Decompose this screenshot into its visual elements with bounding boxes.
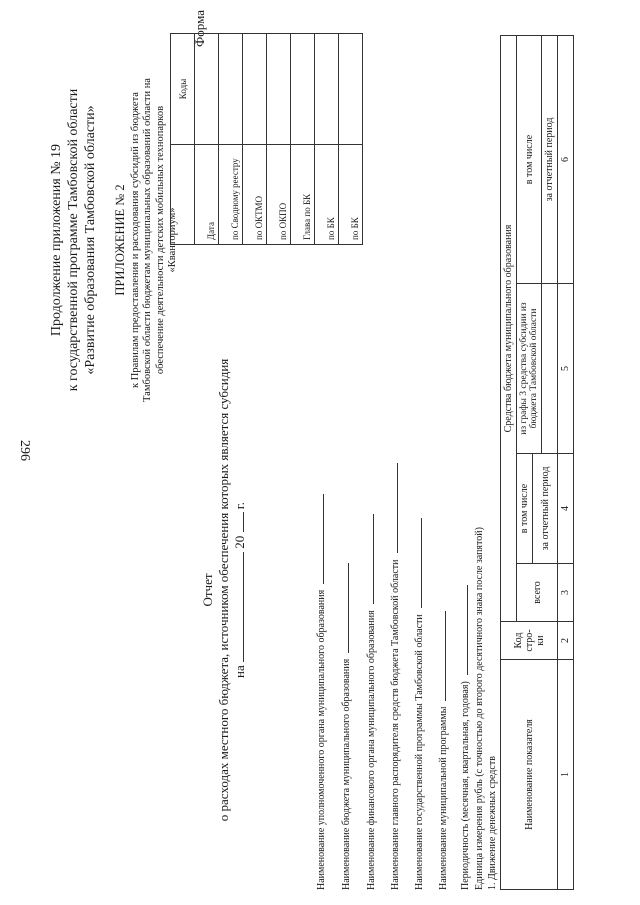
col-number: 1 <box>558 660 574 890</box>
codes-row-label: по ОКТМО <box>243 145 267 245</box>
col-number: 5 <box>558 284 574 454</box>
col-group: Средства бюджета муниципального образования <box>501 36 517 622</box>
appendix-title: ПРИЛОЖЕНИЕ № 2 <box>113 184 127 296</box>
field-label: Наименование муниципальной программы <box>438 706 449 890</box>
header-line: к государственной программе Тамбовской области <box>66 88 81 392</box>
rotated-form-sheet <box>20 10 620 890</box>
field-blank <box>373 514 374 604</box>
field-line <box>474 527 485 890</box>
title-date-line <box>232 290 248 890</box>
col-from3: из графы 3 средства субсидии из бюджета Тамбовской области <box>517 284 542 454</box>
codes-row-label: по БК <box>315 145 339 245</box>
col-period: за отчетный период <box>533 454 558 564</box>
codes-value <box>267 34 291 145</box>
codes-cell-empty <box>171 145 195 245</box>
codes-header: Коды <box>171 34 195 145</box>
appendix-line: Тамбовской области бюджетам муниципальных образований области на <box>142 78 153 402</box>
field-blank <box>323 494 324 584</box>
col-incl: в том числе <box>517 454 533 564</box>
field-line <box>438 611 449 890</box>
col-number: 3 <box>558 564 574 622</box>
appendix-line: «Кванториум» <box>167 207 178 273</box>
codes-table <box>170 33 363 245</box>
field-label: Наименование государственной программы Тамбовской области <box>414 614 425 890</box>
codes-value <box>291 34 315 145</box>
codes-row-label: по ОКПО <box>267 145 291 245</box>
col-total: всего <box>517 564 558 622</box>
form-label: Форма <box>192 10 207 47</box>
title-year-blank <box>243 512 244 532</box>
field-label: Наименование главного распорядителя средств бюджета Тамбовской области <box>390 559 401 890</box>
codes-value <box>219 34 243 145</box>
col-incl2: в том числе <box>517 36 542 284</box>
header-block <box>48 10 99 470</box>
cash-flow-table <box>500 35 574 890</box>
codes-row-label: по Сводному реестру <box>219 145 243 245</box>
field-line <box>316 494 327 890</box>
header-line: «Развитие образования Тамбовской области» <box>83 105 98 375</box>
col-indicator: Наименование показателя <box>501 660 558 890</box>
codes-value <box>243 34 267 145</box>
field-blank <box>467 585 468 675</box>
codes-value <box>339 34 363 145</box>
field-label: Наименование бюджета муниципального образования <box>341 658 352 890</box>
codes-row-label: по БК <box>339 145 363 245</box>
title-suffix: г. <box>232 502 247 510</box>
appendix-line: обеспечение деятельности детских мобильных технопарков <box>154 105 166 375</box>
title-prefix: на <box>232 665 247 678</box>
codes-value <box>195 34 219 145</box>
field-blank <box>421 518 422 608</box>
field-label: Наименование уполномоченного органа муниципального образования <box>316 589 327 890</box>
appendix-line: к Правилам предоставления и расходования субсидий из бюджета <box>129 92 141 388</box>
field-blank <box>445 611 446 701</box>
title-blank <box>243 552 244 662</box>
field-label: Единица измерения рубль (с точностью до второго десятичного знака после запятой) <box>474 527 485 890</box>
field-label: Периодичность (месячная, квартальная, годовая) <box>460 681 471 890</box>
field-line <box>341 563 352 890</box>
title-line: Отчет <box>200 573 215 607</box>
col-number: 2 <box>558 622 574 660</box>
report-title <box>200 290 248 890</box>
section-title: 1. Движение денежных средств <box>487 756 498 890</box>
codes-row-label: Дата <box>195 145 219 245</box>
field-line <box>390 463 401 890</box>
codes-row-label: Глава по БК <box>291 145 315 245</box>
col-number: 6 <box>558 36 574 284</box>
field-line <box>460 585 471 890</box>
col-code: Код стро-ки <box>501 622 558 660</box>
page-number: 296 <box>17 440 32 461</box>
field-blank <box>348 563 349 653</box>
field-line <box>414 518 425 890</box>
col-number: 4 <box>558 454 574 564</box>
title-year: 20 <box>232 535 247 549</box>
col-from3-sub <box>542 284 558 454</box>
header-line: Продолжение приложения № 19 <box>49 143 64 337</box>
field-blank <box>397 463 398 553</box>
title-line: о расходах местного бюджета, источником обеспечения которых является субсидия <box>216 358 231 822</box>
field-line <box>366 514 377 890</box>
field-label: Наименование финансового органа муниципального образования <box>366 610 377 890</box>
codes-value <box>315 34 339 145</box>
col-period2: за отчетный период <box>542 36 558 284</box>
